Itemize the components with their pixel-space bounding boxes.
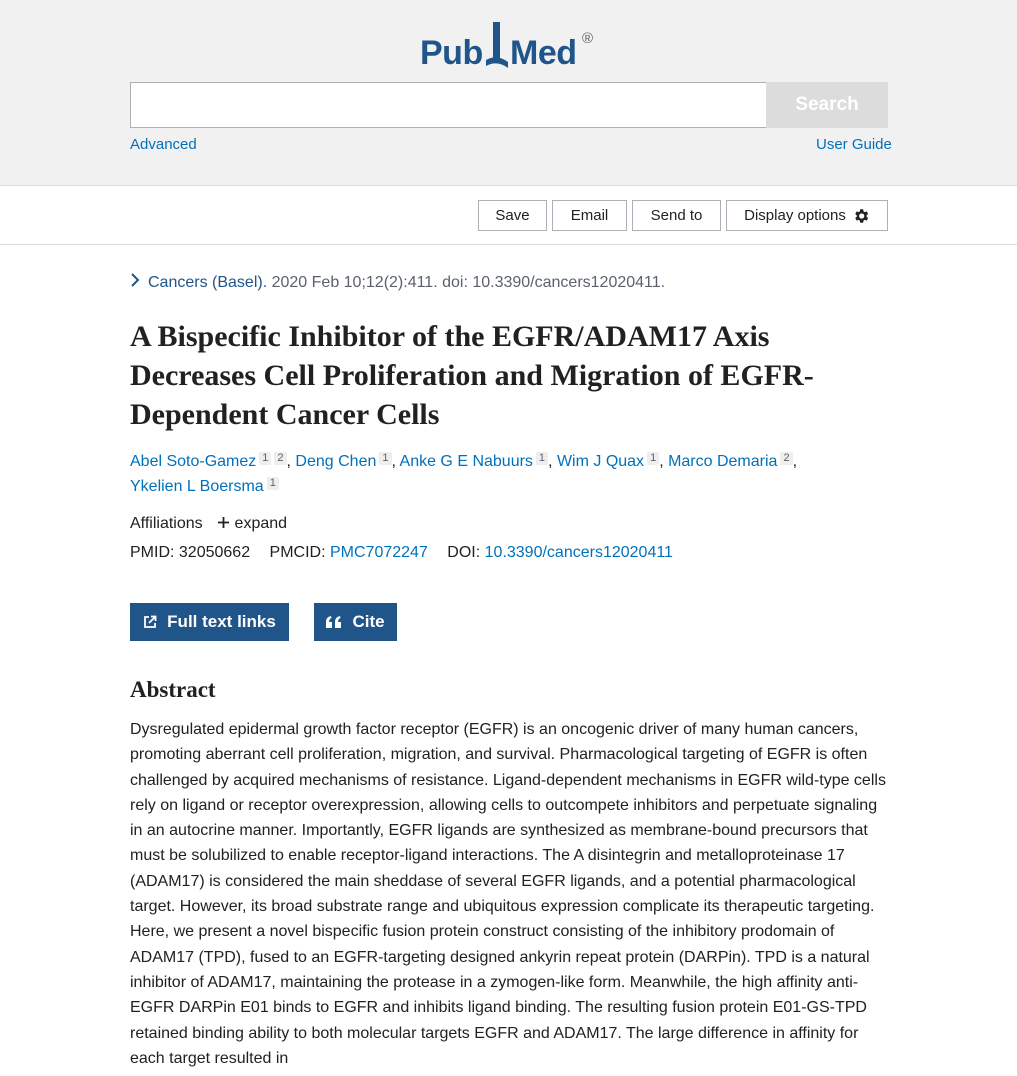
display-options-label: Display options: [744, 207, 846, 224]
external-link-icon: [143, 615, 157, 629]
pmid-value: 32050662: [178, 544, 251, 561]
user-guide-link[interactable]: User Guide: [816, 136, 892, 153]
affiliations-label: Affiliations: [130, 515, 203, 532]
affiliation-ref[interactable]: 1: [267, 477, 279, 490]
abstract-text: Dysregulated epidermal growth factor receptor (EGFR) is an oncogenic driver of many human cancers, promoting aberrant cell proliferation, migration, and survival. Pharmacological targeting of EGFR is often challenged by acquired mechanisms of resistance. Ligand-dependent mechanisms in EGFR wild-type cells rely on ligand or receptor overexpression, allowing cells to outcompete inhibitors and perpetuate signaling in an autocrine manner. Importantly, EGFR ligands are synthesized as membrane-bound precursors that must be solubilized to enable receptor-ligand interactions. The A disintegrin and metalloproteinase 17 (ADAM17) is considered the main sheddase of several EGFR ligands, and a potential pharmacological target. However, its broad substrate range and ubiquitous expression complicate its therapeutic targeting. Here, we present a novel bispecific fusion protein construct consisting of the inhibitory prodomain of ADAM17 (TPD), fused to an EGFR-targeting designed ankyrin repeat protein (DARPin). TPD is a natural inhibitor of ADAM17, maintaining the protease in a zymogen-like form. Meanwhile, the high affinity anti-EGFR DARPin E01 binds to EGFR and inhibits ligand binding. The resulting fusion protein E01-GS-TPD retained binding ability to both molecular targets EGFR and ADAM17. The large difference in affinity for each target resulted in: [130, 721, 886, 1067]
save-button-label: Save: [495, 207, 530, 224]
cite-label: Cite: [352, 612, 385, 631]
full-text-links-label: Full text links: [167, 612, 276, 631]
advanced-search-link[interactable]: Advanced: [130, 136, 197, 153]
article-identifiers: [130, 544, 673, 562]
author-link[interactable]: Deng Chen: [295, 453, 377, 470]
pmcid-label: PMCID:: [269, 544, 326, 561]
citation-details: 2020 Feb 10;12(2):411. doi: 10.3390/cancers12020411.: [267, 274, 666, 291]
affiliations-expand-toggle[interactable]: [217, 515, 287, 532]
logo-med-text: Med: [510, 34, 577, 72]
full-text-links-button[interactable]: [130, 603, 289, 641]
affiliations-row: [130, 515, 287, 533]
email-button-label: Email: [570, 207, 609, 224]
send-to-button[interactable]: [632, 200, 721, 231]
save-button[interactable]: [478, 200, 547, 231]
affiliation-ref[interactable]: 1: [536, 452, 548, 465]
site-header: [0, 0, 1017, 186]
chevron-right-icon[interactable]: [130, 273, 148, 292]
pmcid-link[interactable]: PMC7072247: [330, 544, 428, 561]
plus-icon: [217, 516, 230, 529]
affiliation-ref[interactable]: 1: [647, 452, 659, 465]
affiliation-ref[interactable]: 2: [274, 452, 286, 465]
display-options-button[interactable]: [726, 200, 888, 231]
pmid-label: PMID:: [130, 544, 175, 561]
affiliation-ref[interactable]: 1: [259, 452, 271, 465]
doi-label: DOI:: [447, 544, 481, 561]
author-link[interactable]: Wim J Quax: [556, 453, 645, 470]
email-button[interactable]: [552, 200, 627, 231]
send-to-button-label: Send to: [650, 207, 703, 224]
author-list: Abel Soto-Gamez 1 2 , Deng Chen 1 , Anke G E Nabuurs 1 , Wim J Quax 1 , Marco Demaria 2 , Ykelien L Boersma 1: [130, 452, 798, 495]
search-input[interactable]: [130, 82, 767, 128]
author-link[interactable]: Ykelien L Boersma: [130, 478, 264, 495]
logo-book-icon: [484, 20, 510, 82]
author-link[interactable]: Marco Demaria: [668, 453, 778, 470]
affiliation-ref[interactable]: 1: [379, 452, 391, 465]
journal-link[interactable]: Cancers (Basel).: [148, 274, 268, 291]
logo-pub-text: Pub: [420, 34, 483, 72]
article-action-bar: [0, 186, 1017, 245]
quote-icon: [326, 616, 342, 628]
abstract-heading: Abstract: [130, 677, 216, 702]
affiliation-ref[interactable]: 2: [780, 452, 792, 465]
article-title: A Bispecific Inhibitor of the EGFR/ADAM17 Axis Decreases Cell Proliferation and Migration of EGFR-Dependent Cancer Cells: [130, 320, 814, 431]
expand-label: expand: [234, 515, 288, 532]
logo-registered-mark: ®: [582, 30, 594, 47]
doi-link[interactable]: 10.3390/cancers12020411: [484, 544, 673, 561]
cite-button[interactable]: [314, 603, 397, 641]
article-citation: [130, 273, 665, 292]
gear-icon: [852, 207, 870, 225]
search-button[interactable]: Search: [766, 82, 888, 128]
author-link[interactable]: Anke G E Nabuurs: [399, 453, 533, 470]
pubmed-logo[interactable]: [420, 20, 600, 82]
author-link[interactable]: Abel Soto-Gamez: [130, 453, 257, 470]
